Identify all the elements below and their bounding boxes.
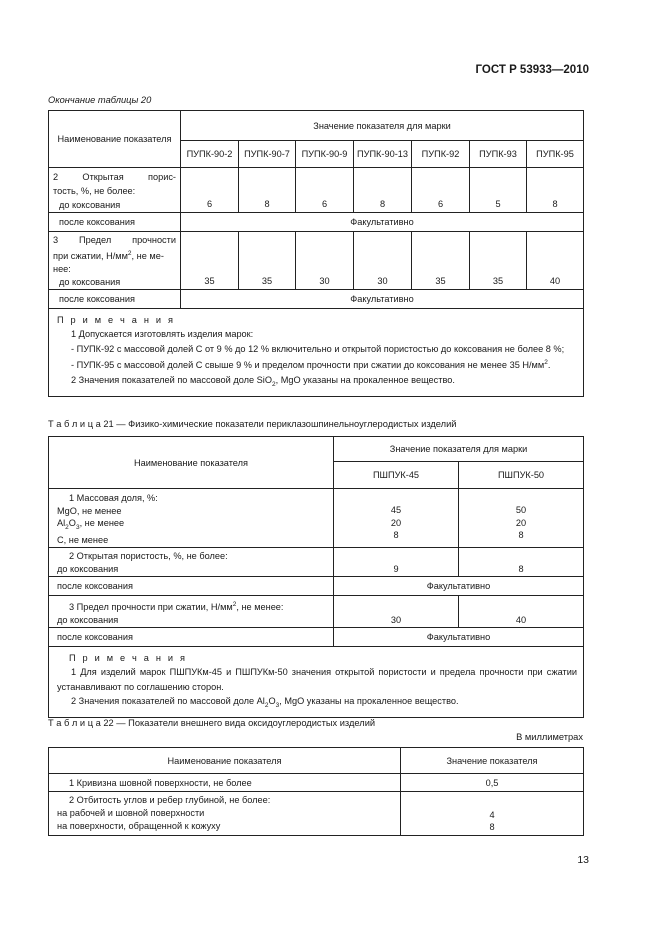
table20-mark: ПУПК-90-9 bbox=[296, 141, 354, 168]
table20-after-value: Факультативно bbox=[181, 213, 584, 232]
table-cell: 30 bbox=[354, 232, 412, 290]
table20-mark: ПУПК-90-13 bbox=[354, 141, 412, 168]
table21-after-label: после коксования bbox=[49, 576, 334, 595]
table20-mark: ПУПК-92 bbox=[412, 141, 470, 168]
table20-after-label: после коксования bbox=[49, 213, 181, 232]
table20-after-label: после коксования bbox=[49, 290, 181, 309]
table21-mass-fraction-label: 1 Массовая доля, %: MgO, не менее $Al_2O_3$, не менее С, не менее bbox=[49, 489, 334, 548]
notes-title: П р и м е ч а н и я bbox=[57, 315, 176, 326]
document-title: ГОСТ Р 53933—2010 bbox=[475, 64, 589, 76]
table-cell: 40 bbox=[527, 232, 584, 290]
table22-curvature-label: 1 Кривизна шовной поверхности, не более bbox=[49, 774, 401, 792]
table-cell: 5 bbox=[470, 168, 527, 213]
table-cell: 35 bbox=[181, 232, 239, 290]
table-cell: 35 bbox=[470, 232, 527, 290]
table21-mark1-values: 45 20 8 bbox=[334, 489, 459, 548]
table-cell: 9 bbox=[334, 547, 459, 576]
table-cell: 6 bbox=[296, 168, 354, 213]
table20-caption: Окончание таблицы 20 bbox=[48, 95, 152, 105]
table-cell: 35 bbox=[412, 232, 470, 290]
table20-mark: ПУПК-93 bbox=[470, 141, 527, 168]
table-cell: 8 bbox=[354, 168, 412, 213]
table21-after-value: Факультативно bbox=[334, 576, 584, 595]
table-cell: 35 bbox=[239, 232, 296, 290]
table-cell: 8 bbox=[527, 168, 584, 213]
table21-caption: Т а б л и ц а 21 — Физико-химические показатели периклазошпинельноуглеродистых изделий bbox=[48, 419, 457, 429]
table21-mark: ПШПУК-45 bbox=[334, 462, 459, 489]
table22-units: В миллиметрах bbox=[516, 732, 583, 742]
table-cell: 40 bbox=[459, 595, 584, 627]
table20-notes: П р и м е ч а н и я 1 Допускается изготовлять изделия марок: - ПУПК-92 с массовой долей С от 9 % до 12 % включительно и открытой пористостью до коксования не более 8 %; - ПУПК-95 с массовой долей С свыше 9 % и пределом прочности при сжатии до коксования не менее 35 $Н/мм^2$. 2 Значения показателей по массовой доле SiO$_2$, MgO указаны на прокаленное вещество. bbox=[49, 309, 584, 397]
table20-row-strength-label: 3 Предел прочности при сжатии, $Н/мм^2$, не ме- нее: до коксования bbox=[49, 232, 181, 290]
table20 bbox=[48, 110, 584, 397]
notes-title: П р и м е ч а н и я bbox=[69, 652, 188, 663]
table22-chipping-values: 4 8 bbox=[401, 792, 584, 836]
table21-col-head: Наименование показателя bbox=[49, 437, 334, 489]
table20-mark: ПУПК-90-7 bbox=[239, 141, 296, 168]
table21-after-label: после коксования bbox=[49, 627, 334, 646]
table20-group-head: Значение показателя для марки bbox=[181, 111, 584, 141]
table20-row-porosity-label: 2 Открытая порис- тость, %, не более: до коксования bbox=[49, 168, 181, 213]
table22-val-head: Значение показателя bbox=[401, 748, 584, 774]
table21 bbox=[48, 436, 584, 718]
table20-mark: ПУПК-95 bbox=[527, 141, 584, 168]
table20-after-value: Факультативно bbox=[181, 290, 584, 309]
table21-after-value: Факультативно bbox=[334, 627, 584, 646]
table21-mark: ПШПУК-50 bbox=[459, 462, 584, 489]
table21-mark2-values: 50 20 8 bbox=[459, 489, 584, 548]
table20-mark: ПУПК-90-2 bbox=[181, 141, 239, 168]
table-cell: 8 bbox=[239, 168, 296, 213]
table-cell: 8 bbox=[459, 547, 584, 576]
page-number: 13 bbox=[577, 854, 589, 866]
table22-chipping-label: 2 Отбитость углов и ребер глубиной, не более: на рабочей и шовной поверхности на поверхности, обращенной к кожуху bbox=[49, 792, 401, 836]
table22-caption: Т а б л и ц а 22 — Показатели внешнего вида оксидоуглеродистых изделий bbox=[48, 718, 376, 728]
table-cell: 30 bbox=[296, 232, 354, 290]
table-cell: 6 bbox=[412, 168, 470, 213]
table21-porosity-label: 2 Открытая пористость, %, не более: до коксования bbox=[49, 547, 334, 576]
table22-col-head: Наименование показателя bbox=[49, 748, 401, 774]
table-cell: 6 bbox=[181, 168, 239, 213]
table21-strength-label: 3 Предел прочности при сжатии, $Н/мм^2$, не менее: до коксования bbox=[49, 595, 334, 627]
table22-curvature-value: 0,5 bbox=[401, 774, 584, 792]
table21-group-head: Значение показателя для марки bbox=[334, 437, 584, 462]
table20-col-head: Наименование показателя bbox=[49, 111, 181, 168]
table22 bbox=[48, 747, 584, 836]
table21-notes: П р и м е ч а н и я 1 Для изделий марок ПШПУКм-45 и ПШПУКм-50 значения открытой пористости и предела прочности при сжатии устанавливают по соглашению сторон. 2 Значения показателей по массовой доле $Al_2O_3$, MgO указаны на прокаленное вещество. bbox=[49, 646, 584, 717]
table-cell: 30 bbox=[334, 595, 459, 627]
